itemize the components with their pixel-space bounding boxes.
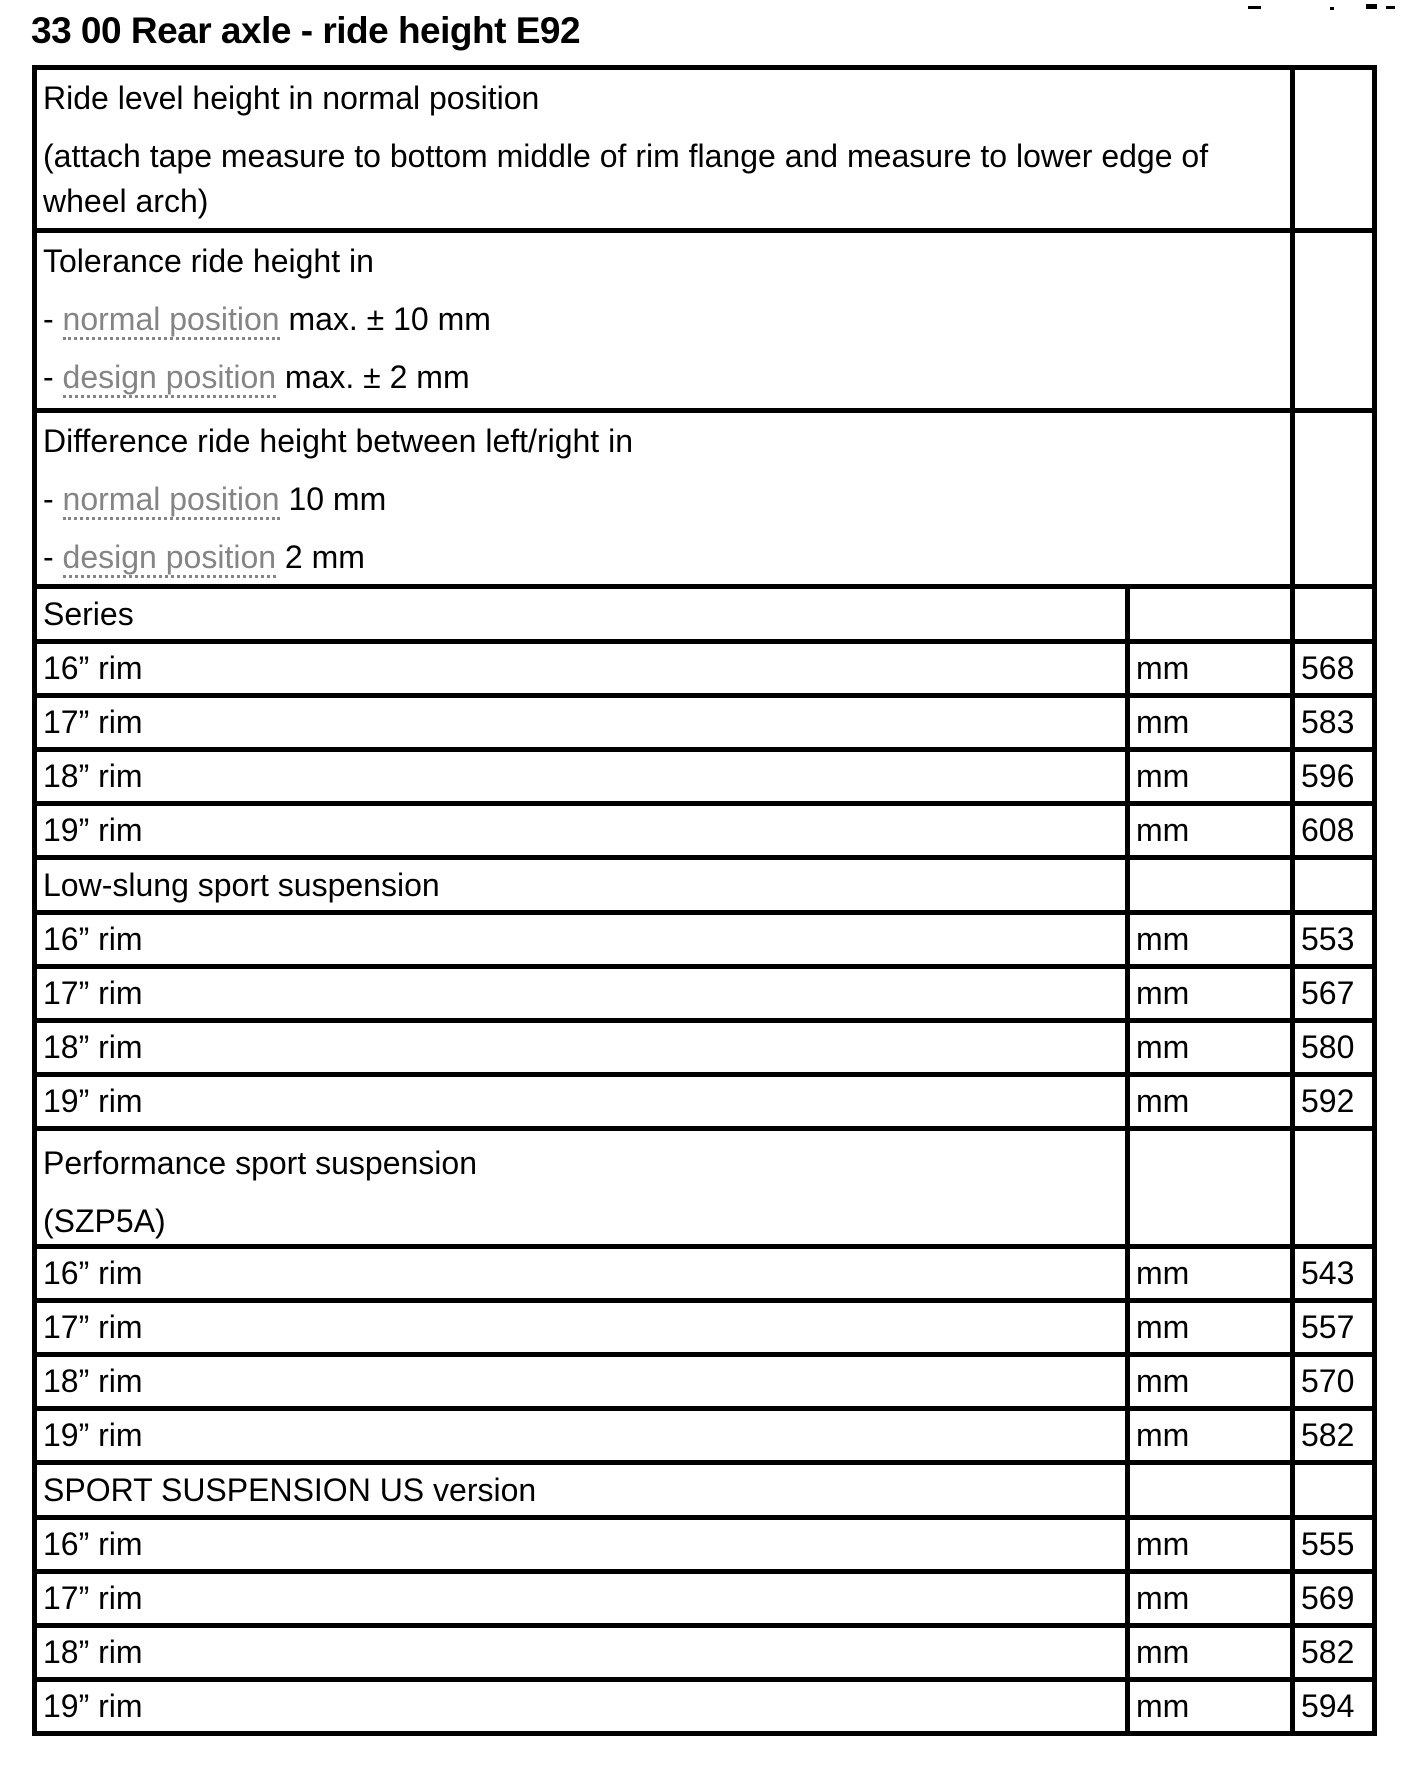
dash: - [43, 359, 63, 395]
info-row-ride-level [32, 65, 1372, 228]
section-header-row-sport-us [32, 1460, 1372, 1515]
value-cell: 594 [1290, 1677, 1372, 1731]
value-cell: 555 [1290, 1515, 1372, 1569]
rim-label-cell: 16” rim [32, 1515, 1125, 1569]
dash: - [43, 539, 63, 575]
empty-cell [1125, 855, 1290, 910]
table-row [32, 1623, 1372, 1677]
value-cell: 596 [1290, 747, 1372, 801]
rim-label-cell: 19” rim [32, 1072, 1125, 1126]
value-cell: 608 [1290, 801, 1372, 855]
unit-cell: mm [1125, 1677, 1290, 1731]
section-header-row-series [32, 584, 1372, 639]
tolerance-normal-value: max. ± 10 mm [279, 301, 491, 337]
table-row [32, 1072, 1372, 1126]
ride-height-spec-table [32, 65, 1377, 1736]
difference-design-value: 2 mm [276, 539, 365, 575]
rim-label-cell: 16” rim [32, 1244, 1125, 1298]
section-header-label: Low-slung sport suspension [43, 866, 440, 903]
empty-cell [1290, 584, 1372, 639]
rim-label-cell: 19” rim [32, 1677, 1125, 1731]
unit-cell: mm [1125, 639, 1290, 693]
tolerance-design-value: max. ± 2 mm [276, 359, 470, 395]
value-cell: 592 [1290, 1072, 1372, 1126]
unit-cell: mm [1125, 964, 1290, 1018]
unit-cell: mm [1125, 910, 1290, 964]
spec-row-difference [32, 408, 1372, 584]
empty-cell [1290, 408, 1372, 584]
tolerance-heading: Tolerance ride height in [43, 243, 374, 279]
value-cell: 582 [1290, 1406, 1372, 1460]
difference-normal-value: 10 mm [279, 481, 387, 517]
value-cell: 580 [1290, 1018, 1372, 1072]
value-cell: 543 [1290, 1244, 1372, 1298]
table-row [32, 1352, 1372, 1406]
value-cell: 570 [1290, 1352, 1372, 1406]
value-cell: 583 [1290, 693, 1372, 747]
table-row [32, 1677, 1372, 1731]
rim-label-cell: 17” rim [32, 1298, 1125, 1352]
section-header-label: SPORT SUSPENSION US version [43, 1471, 537, 1508]
empty-cell [1125, 584, 1290, 639]
unit-cell: mm [1125, 1406, 1290, 1460]
ride-level-heading: Ride level height in normal position [43, 80, 540, 116]
empty-cell [1290, 1126, 1372, 1244]
table-row [32, 1569, 1372, 1623]
empty-cell [1125, 1126, 1290, 1244]
section-header-cell [32, 1460, 1125, 1515]
unit-cell: mm [1125, 693, 1290, 747]
link-design-position[interactable]: design position [63, 359, 276, 398]
table-row [32, 1406, 1372, 1460]
rim-label-cell: 18” rim [32, 1623, 1125, 1677]
unit-cell: mm [1125, 1352, 1290, 1406]
table-row [32, 910, 1372, 964]
link-normal-position[interactable]: normal position [63, 301, 280, 340]
table-row [32, 1244, 1372, 1298]
cropped-header-fragment [1386, 6, 1395, 9]
dash: - [43, 301, 63, 337]
section-header-cell [32, 1126, 1125, 1244]
rim-label-cell: 18” rim [32, 1018, 1125, 1072]
rim-label-cell: 19” rim [32, 801, 1125, 855]
table-row [32, 639, 1372, 693]
spec-row-tolerance [32, 228, 1372, 408]
page-title: 33 00 Rear axle - ride height E92 [31, 10, 581, 51]
rim-label-cell: 16” rim [32, 639, 1125, 693]
empty-cell [1290, 228, 1372, 408]
table-row [32, 1515, 1372, 1569]
value-cell: 569 [1290, 1569, 1372, 1623]
cropped-header-fragment [1330, 7, 1334, 10]
section-header-cell [32, 855, 1125, 910]
value-cell: 567 [1290, 964, 1372, 1018]
cropped-header-fragment [1248, 6, 1261, 9]
unit-cell: mm [1125, 1072, 1290, 1126]
rim-label-cell: 17” rim [32, 693, 1125, 747]
empty-cell [1125, 1460, 1290, 1515]
unit-cell: mm [1125, 1623, 1290, 1677]
dash: - [43, 481, 63, 517]
section-header-row-low-slung [32, 855, 1372, 910]
rim-label-cell: 18” rim [32, 747, 1125, 801]
unit-cell: mm [1125, 801, 1290, 855]
unit-cell: mm [1125, 1569, 1290, 1623]
tolerance-item-normal [43, 297, 1284, 342]
section-header-cell [32, 584, 1125, 639]
rim-label-cell: 18” rim [32, 1352, 1125, 1406]
empty-cell [1290, 1460, 1372, 1515]
unit-cell: mm [1125, 747, 1290, 801]
difference-item-normal [43, 477, 1284, 522]
difference-heading: Difference ride height between left/right in [43, 423, 633, 459]
tolerance-item-design [43, 355, 1284, 400]
table-row [32, 801, 1372, 855]
section-header-code: (SZP5A) [43, 1203, 166, 1239]
difference-item-design [43, 535, 1284, 580]
link-normal-position[interactable]: normal position [63, 481, 280, 520]
table-row [32, 1018, 1372, 1072]
unit-cell: mm [1125, 1018, 1290, 1072]
unit-cell: mm [1125, 1515, 1290, 1569]
ride-level-note: (attach tape measure to bottom middle of rim flange and measure to lower edge of wheel arch) [43, 138, 1209, 219]
cropped-header-fragment [1366, 4, 1377, 9]
tolerance-text-cell [32, 228, 1290, 408]
rim-label-cell: 19” rim [32, 1406, 1125, 1460]
ride-level-text-cell [32, 65, 1290, 228]
section-header-label: Series [43, 595, 134, 632]
section-header-label: Performance sport suspension [43, 1145, 477, 1181]
section-header-row-performance [32, 1126, 1372, 1244]
unit-cell: mm [1125, 1244, 1290, 1298]
table-row [32, 964, 1372, 1018]
rim-label-cell: 17” rim [32, 964, 1125, 1018]
table-row [32, 747, 1372, 801]
link-design-position[interactable]: design position [63, 539, 276, 578]
empty-cell [1290, 855, 1372, 910]
value-cell: 568 [1290, 639, 1372, 693]
difference-text-cell [32, 408, 1290, 584]
table-row [32, 1298, 1372, 1352]
unit-cell: mm [1125, 1298, 1290, 1352]
table-row [32, 693, 1372, 747]
empty-cell [1290, 65, 1372, 228]
rim-label-cell: 16” rim [32, 910, 1125, 964]
value-cell: 582 [1290, 1623, 1372, 1677]
value-cell: 557 [1290, 1298, 1372, 1352]
rim-label-cell: 17” rim [32, 1569, 1125, 1623]
value-cell: 553 [1290, 910, 1372, 964]
